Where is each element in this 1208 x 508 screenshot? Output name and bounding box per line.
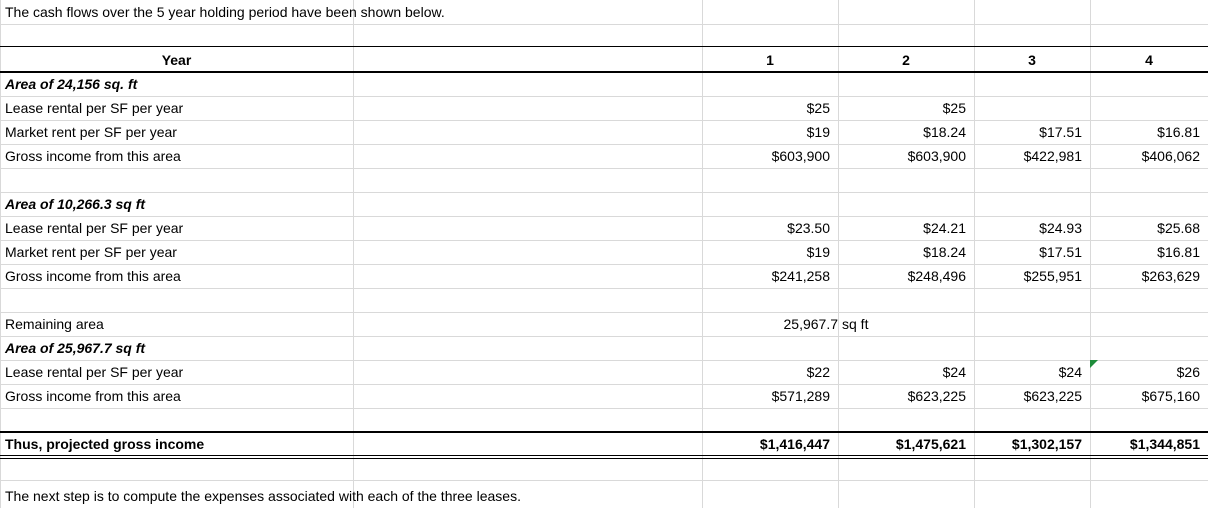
table-cell: $25 [942, 100, 966, 116]
table-cell: $24 [1058, 364, 1082, 380]
section-2-title: Area of 10,266.3 sq ft [5, 196, 146, 212]
table-cell: $16.81 [1157, 244, 1200, 260]
total-label: Thus, projected gross income [5, 436, 205, 452]
table-cell: $18.24 [923, 124, 966, 140]
header-year-label: Year [161, 52, 192, 68]
table-cell: $675,160 [1141, 388, 1200, 404]
remaining-area-unit: sq ft [842, 316, 869, 332]
grid-row-line [0, 408, 1208, 409]
header-year-1: 1 [766, 52, 774, 68]
table-cell: $623,225 [1023, 388, 1082, 404]
table-cell: $24.21 [923, 220, 966, 236]
table-cell: $255,951 [1023, 268, 1082, 284]
total-cell: $1,302,157 [1011, 436, 1082, 452]
table-cell: $25.68 [1157, 220, 1200, 236]
grid-row-line [0, 24, 1208, 25]
table-cell: $603,900 [771, 148, 830, 164]
table-cell: $603,900 [907, 148, 966, 164]
table-cell: $25 [806, 100, 830, 116]
row-label: Market rent per SF per year [5, 124, 177, 140]
header-year-2: 2 [902, 52, 910, 68]
table-cell: $571,289 [771, 388, 830, 404]
row-label: Gross income from this area [5, 268, 181, 284]
header-year-3: 3 [1028, 52, 1036, 68]
table-cell: $241,258 [771, 268, 830, 284]
total-cell: $1,475,621 [895, 436, 966, 452]
table-cell: $422,981 [1023, 148, 1082, 164]
row-label: Lease rental per SF per year [5, 100, 184, 116]
row-label: Lease rental per SF per year [5, 364, 184, 380]
grid-row-line [0, 288, 1208, 289]
table-cell: $23.50 [787, 220, 830, 236]
table-cell: $19 [806, 244, 830, 260]
table-cell: $17.51 [1039, 244, 1082, 260]
total-cell: $1,344,851 [1129, 436, 1200, 452]
section-3-title: Area of 25,967.7 sq ft [5, 340, 146, 356]
table-cell: $623,225 [907, 388, 966, 404]
remaining-area-label: Remaining area [5, 316, 104, 332]
row-label: Gross income from this area [5, 148, 181, 164]
table-cell: $22 [806, 364, 830, 380]
outro-text: The next step is to compute the expenses associated with each of the three leases. [5, 488, 521, 504]
table-cell: $24.93 [1039, 220, 1082, 236]
table-cell: $24 [942, 364, 966, 380]
table-cell: $18.24 [923, 244, 966, 260]
table-cell: $26 [1176, 364, 1200, 380]
header-top-border [0, 46, 1208, 47]
table-cell: $263,629 [1141, 268, 1200, 284]
intro-text: The cash flows over the 5 year holding period have been shown below. [5, 4, 445, 20]
table-cell: $19 [806, 124, 830, 140]
row-label: Lease rental per SF per year [5, 220, 184, 236]
table-cell: $17.51 [1039, 124, 1082, 140]
table-cell: $406,062 [1141, 148, 1200, 164]
header-year-4: 4 [1145, 52, 1153, 68]
total-bottom-border-2 [0, 458, 1208, 459]
grid-row-line [0, 480, 1208, 481]
section-1-title: Area of 24,156 sq. ft [5, 76, 138, 92]
row-label: Market rent per SF per year [5, 244, 177, 260]
total-cell: $1,416,447 [759, 436, 830, 452]
comment-indicator-icon[interactable] [1090, 360, 1098, 368]
table-cell: $248,496 [907, 268, 966, 284]
remaining-area-value: 25,967.7 [783, 316, 838, 332]
row-label: Gross income from this area [5, 388, 181, 404]
grid-row-line [0, 168, 1208, 169]
table-cell: $16.81 [1157, 124, 1200, 140]
